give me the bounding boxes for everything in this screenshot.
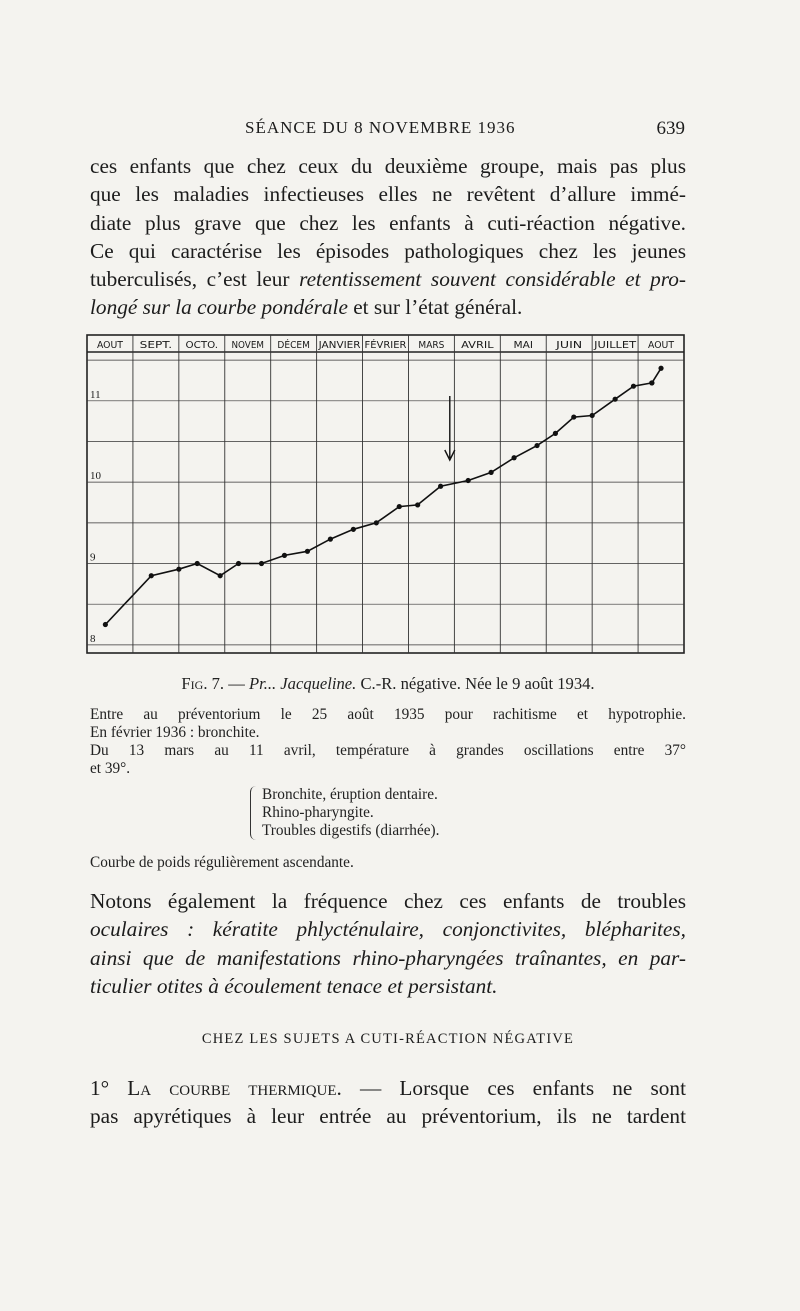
weight-point <box>658 366 663 371</box>
weight-point <box>397 504 402 509</box>
fig-label: Fig. 7. <box>181 674 225 693</box>
symptom-item: Troubles digestifs (diarrhée). <box>262 822 440 839</box>
caption-line: Du 13 mars au 11 avril, température à grandes oscillations entre 37° <box>90 742 686 759</box>
weight-tick-label: 8 <box>90 632 96 645</box>
weight-point <box>590 413 595 418</box>
weight-point <box>571 414 576 419</box>
weight-point <box>374 520 379 525</box>
text-line <box>90 944 686 972</box>
section-heading: CHEZ LES SUJETS A CUTI-RÉACTION NÉGATIVE <box>201 1031 575 1047</box>
month-label: NOVEM <box>231 340 264 351</box>
symptom-brace-group <box>250 786 686 840</box>
text-line <box>90 293 686 321</box>
text-line: Notons également la fréquence chez ces enfants de troubles <box>90 889 686 913</box>
month-label: OCTO. <box>185 340 219 351</box>
weight-point <box>534 443 539 448</box>
italic-run: longé sur la courbe pondérale <box>90 295 348 320</box>
caption-line: et 39°. <box>90 760 131 777</box>
text-run: tuberculisés, c’est leur <box>90 267 300 292</box>
weight-point <box>415 502 420 507</box>
text-line: Ce qui caractérise les épisodes pathologiques chez les jeunes <box>90 238 686 263</box>
month-label: MAI <box>513 340 534 351</box>
weight-tick-label: 11 <box>90 388 101 401</box>
section-number: 1° <box>90 1076 128 1100</box>
paragraph-ocular <box>90 887 686 1000</box>
text-line: pas apyrétiques à leur entrée au préventorium, ils ne tardent <box>90 1104 686 1129</box>
caption-line: Entre au préventorium le 25 août 1935 pour rachitisme et hypotrophie. <box>90 706 686 723</box>
text-run: et sur l’état général. <box>347 295 523 320</box>
intro-paragraph <box>90 152 686 322</box>
text-line <box>90 265 686 293</box>
weight-point <box>649 380 654 385</box>
weight-point <box>305 549 310 554</box>
weight-tick-label: 9 <box>90 551 96 564</box>
weight-point <box>489 470 494 475</box>
weight-chart-svg <box>86 334 686 656</box>
page-number: 639 <box>656 118 685 139</box>
text-line <box>90 972 686 1000</box>
month-label: AOUT <box>96 340 124 351</box>
weight-point <box>438 484 443 489</box>
weight-chart <box>86 334 686 656</box>
text-line <box>90 1074 686 1102</box>
caption-line: En février 1936 : bronchite. <box>90 724 260 741</box>
weight-point <box>218 573 223 578</box>
month-label: AOUT <box>648 340 675 351</box>
weight-point <box>103 622 108 627</box>
weight-tick-label: 10 <box>90 470 101 483</box>
italic-run: oculaires : kératite phlycténulaire, conjonctivites, blépharites, <box>90 917 686 942</box>
month-label: FÉVRIER <box>364 340 407 351</box>
fig-rest: C.-R. négative. Née le 9 août 1934. <box>356 674 595 693</box>
italic-run: retentissement souvent considérable et pro- <box>299 267 686 292</box>
brace <box>250 786 261 840</box>
weight-point <box>466 478 471 483</box>
weight-point <box>259 561 264 566</box>
weight-point <box>149 573 154 578</box>
italic-run: ainsi que de manifestations rhino-pharyngées traînantes, en par- <box>90 945 686 970</box>
weight-point <box>613 397 618 402</box>
weight-curve <box>105 383 652 625</box>
paragraph-thermal <box>90 1074 686 1131</box>
running-title: SÉANCE DU 8 NOVEMBRE 1936 <box>245 118 516 137</box>
month-label: JUILLET <box>593 340 638 351</box>
weight-point <box>631 384 636 389</box>
text-line: que les maladies infectieuses elles ne revêtent d’allure immé- <box>90 182 686 207</box>
figure-caption <box>90 674 686 872</box>
weight-point <box>236 561 241 566</box>
italic-run: ticulier otites à écoulement tenace et persistant. <box>90 973 498 998</box>
symptom-item: Rhino-pharyngite. <box>262 804 374 821</box>
caption-summary: Courbe de poids régulièrement ascendante. <box>90 854 354 871</box>
smallcaps-run: La courbe thermique. <box>127 1076 342 1100</box>
text-run: — Lorsque ces enfants ne sont <box>341 1076 686 1100</box>
fig-name: Pr... Jacqueline. <box>248 674 357 693</box>
weight-point <box>351 527 356 532</box>
fig-dash: — <box>224 674 249 693</box>
month-label: JANVIER <box>317 340 361 351</box>
weight-point <box>511 455 516 460</box>
month-label: SEPT. <box>139 340 173 351</box>
month-label: AVRIL <box>461 340 495 351</box>
weight-point <box>282 553 287 558</box>
weight-point <box>195 561 200 566</box>
weight-point <box>176 567 181 572</box>
text-line: diate plus grave que chez les enfants à cuti-réaction négative. <box>90 210 686 235</box>
weight-point <box>328 537 333 542</box>
chart-frame <box>87 335 684 653</box>
month-label: JUIN <box>554 340 583 351</box>
text-line <box>90 915 686 943</box>
caption-title <box>90 674 686 694</box>
page-header <box>90 118 685 144</box>
text-line: ces enfants que chez ceux du deuxième groupe, mais pas plus <box>90 154 686 178</box>
weight-curve-tail <box>652 368 661 383</box>
weight-point <box>553 431 558 436</box>
month-label: MARS <box>418 340 445 351</box>
month-label: DÉCEM <box>277 340 314 351</box>
symptom-item: Bronchite, éruption dentaire. <box>262 786 438 803</box>
